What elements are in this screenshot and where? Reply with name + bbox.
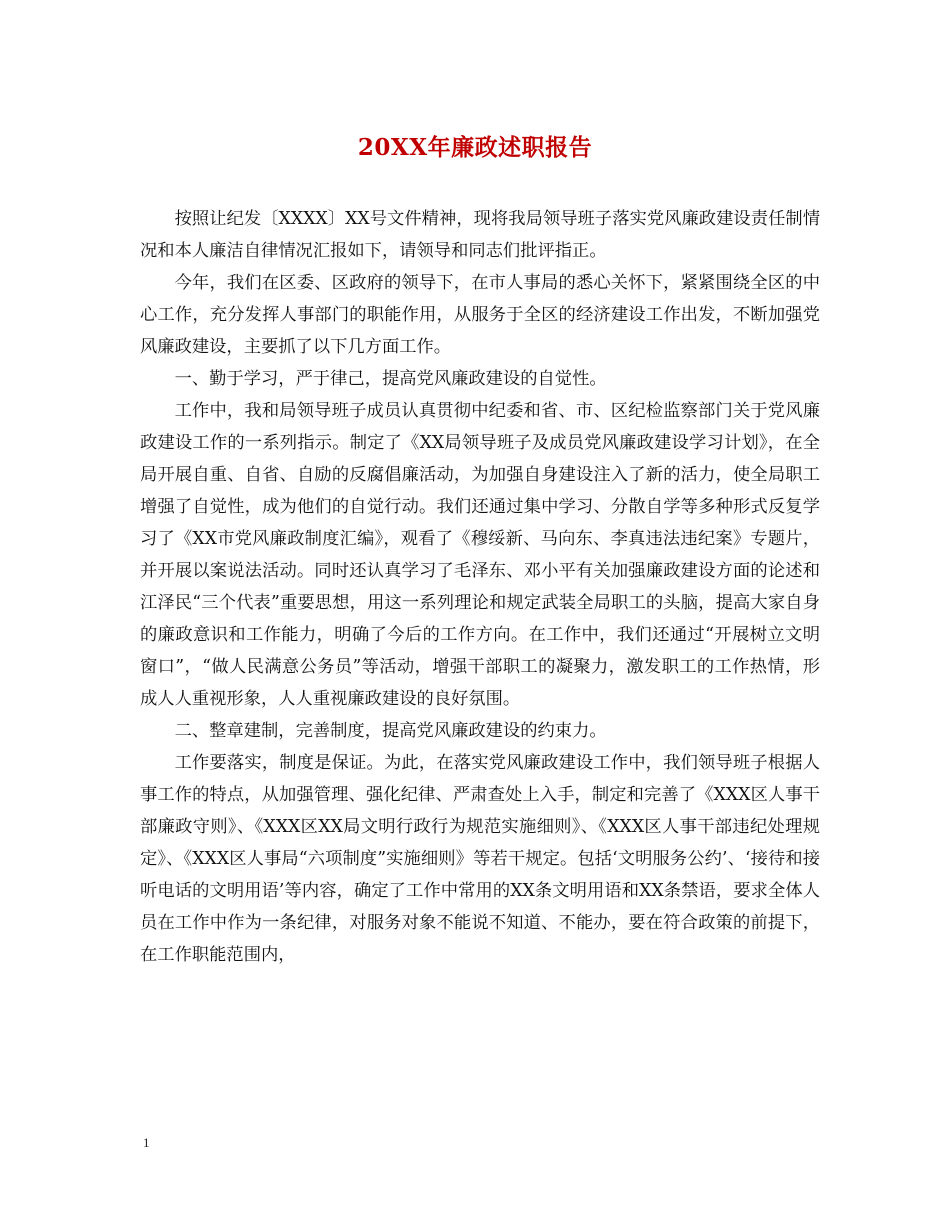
document-title: 20XX年廉政述职报告 xyxy=(357,134,593,161)
paragraph-section-2: 工作要落实，制度是保证。为此，在落实党风廉政建设工作中，我们领导班子根据人事工作的特点，从加强管理、强化纪律、严肃查处上入手，制定和完善了《XXX区人事干部廉政守则》、《XXX区XX局文明行政行为规范实施细则》、《XXX区人事干部违纪处理规定》、《XXX区人事局“六项制度”实施细则》等若干规定。包括‘文明服务公约’、‘接待和接听电话的文明用语’等内容，确定了工作中常用的XX条文明用语和XX条禁语，要求全体人员在工作中作为一条纪律，对服务对象不能说不知道、不能办，要在符合政策的前提下，在工作职能范围内， xyxy=(140,753,820,965)
document-body xyxy=(140,203,820,971)
section-heading-1: 一、勤于学习，严于律己，提高党风廉政建设的自觉性。 xyxy=(174,369,607,389)
paragraph-section-1: 工作中，我和局领导班子成员认真贯彻中纪委和省、市、区纪检监察部门关于党风廉政建设工作的一系列指示。制定了《XX局领导班子及成员党风廉政建设学习计划》，在全局开展自重、自省、自励的反腐倡廉活动，为加强自身建设注入了新的活力，使全局职工增强了自觉性，成为他们的自觉行动。我们还通过集中学习、分散自学等多种形式反复学习了《XX市党风廉政制度汇编》，观看了《穆绥新、马向东、李真违法违纪案》专题片，并开展以案说法活动。同时还认真学习了毛泽东、邓小平有关加强廉政建设方面的论述和江泽民“三个代表”重要思想，用这一系列理论和规定武装全局职工的头脑，提高大家自身的廉政意识和工作能力，明确了今后的工作方向。在工作中，我们还通过“开展树立文明窗口”，“做人民满意公务员”等活动，增强干部职工的凝聚力，激发职工的工作热情，形成人人重视形象，人人重视廉政建设的良好氛围。 xyxy=(140,401,820,709)
section-heading-2: 二、整章建制，完善制度，提高党风廉政建设的约束力。 xyxy=(174,721,607,741)
paragraph-overview: 今年，我们在区委、区政府的领导下，在市人事局的悉心关怀下，紧紧围绕全区的中心工作，充分发挥人事部门的职能作用，从服务于全区的经济建设工作出发，不断加强党风廉政建设，主要抓了以下几方面工作。 xyxy=(140,273,820,357)
page-number: 1 xyxy=(143,1135,150,1150)
paragraph-intro: 按照让纪发〔XXXX〕XX号文件精神，现将我局领导班子落实党风廉政建设责任制情况和本人廉洁自律情况汇报如下，请领导和同志们批评指正。 xyxy=(140,209,820,261)
